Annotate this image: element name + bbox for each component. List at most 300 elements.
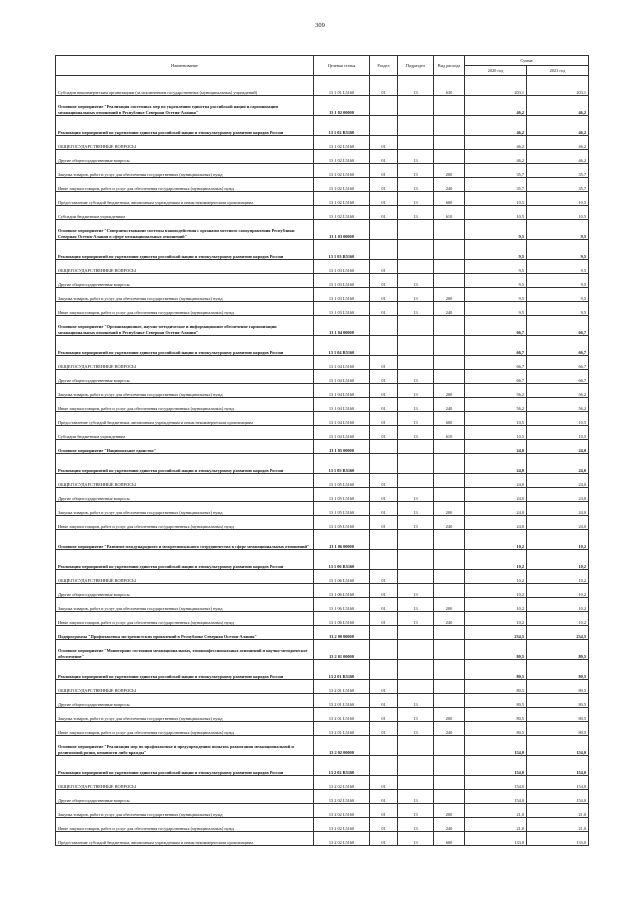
cell-article: 13 1 02 R5160 (314, 116, 370, 136)
cell-subsection: 13 (398, 398, 434, 412)
cell-sum-2020: 21,0 (465, 818, 527, 832)
cell-sum-2021: 10,5 (527, 206, 589, 220)
cell-name: Другие общегосударственные вопросы (56, 370, 314, 384)
cell-article: 13 1 06 L5160 (314, 584, 370, 598)
cell-sum-2020: 24,0 (465, 502, 527, 516)
cell-subsection (398, 220, 434, 240)
cell-article: 13 1 05 00000 (314, 440, 370, 454)
cell-section: 01 (370, 356, 398, 370)
cell-article: 13 1 03 L5160 (314, 260, 370, 274)
cell-subsection: 13 (398, 722, 434, 736)
cell-sum-2021: 66,7 (527, 356, 589, 370)
cell-subsection: 13 (398, 426, 434, 440)
table-row (56, 598, 589, 612)
cell-sum-2021: 154,0 (527, 756, 589, 776)
cell-name: Предоставление субсидий бюджетным, автономным учреждениям и иным некоммерческим организациям (56, 192, 314, 206)
cell-article: 13 1 04 00000 (314, 316, 370, 336)
cell-expense-type: 200 (434, 708, 465, 722)
cell-subsection (398, 440, 434, 454)
cell-subsection: 13 (398, 694, 434, 708)
table-row (56, 316, 589, 336)
table-row (56, 550, 589, 570)
cell-name: ОБЩЕГОСУДАРСТВЕННЫЕ ВОПРОСЫ (56, 776, 314, 790)
cell-article: 13 2 02 00000 (314, 736, 370, 756)
cell-sum-2020: 10,2 (465, 612, 527, 626)
cell-article: 13 2 00 00000 (314, 626, 370, 640)
cell-subsection: 13 (398, 150, 434, 164)
cell-name: Закупка товаров, работ и услуг для обеспечения государственных (муниципальных) нужд (56, 164, 314, 178)
table-row (56, 356, 589, 370)
cell-sum-2021: 46,2 (527, 136, 589, 150)
cell-section: 01 (370, 776, 398, 790)
cell-subsection: 13 (398, 178, 434, 192)
cell-article: 13 2 01 R5160 (314, 660, 370, 680)
cell-name: Иные закупки товаров, работ и услуг для обеспечения государственных (муниципальных) нужд (56, 722, 314, 736)
table-row (56, 398, 589, 412)
table-row (56, 288, 589, 302)
cell-article: 13 1 05 L5160 (314, 516, 370, 530)
cell-article: 13 2 01 00000 (314, 640, 370, 660)
cell-section: 01 (370, 288, 398, 302)
cell-sum-2020: 46,2 (465, 150, 527, 164)
cell-sum-2020: 66,7 (465, 356, 527, 370)
table-header (56, 56, 589, 76)
cell-section: 01 (370, 384, 398, 398)
cell-article: 13 2 02 R5160 (314, 756, 370, 776)
cell-sum-2021: 9,5 (527, 220, 589, 240)
cell-sum-2020: 66,7 (465, 370, 527, 384)
cell-sum-2020: 56,2 (465, 384, 527, 398)
cell-sum-2021: 46,2 (527, 150, 589, 164)
cell-sum-2020: 24,0 (465, 454, 527, 474)
cell-name: Другие общегосударственные вопросы (56, 150, 314, 164)
cell-expense-type (434, 626, 465, 640)
table-row (56, 804, 589, 818)
cell-subsection (398, 570, 434, 584)
cell-sum-2020: 10,2 (465, 570, 527, 584)
cell-expense-type: 600 (434, 192, 465, 206)
cell-subsection: 13 (398, 164, 434, 178)
cell-sum-2021: 24,0 (527, 454, 589, 474)
cell-subsection: 13 (398, 584, 434, 598)
table-row (56, 694, 589, 708)
cell-sum-2020: 21,0 (465, 804, 527, 818)
cell-article: 13 1 04 L5160 (314, 370, 370, 384)
header-section: Раздел (370, 56, 398, 76)
cell-subsection (398, 660, 434, 680)
cell-sum-2020: 24,0 (465, 474, 527, 488)
cell-article: 13 2 02 L5160 (314, 804, 370, 818)
cell-sum-2020: 66,7 (465, 316, 527, 336)
cell-sum-2021: 10,2 (527, 530, 589, 550)
table-row (56, 136, 589, 150)
cell-sum-2021: 80,5 (527, 694, 589, 708)
cell-sum-2021: 35,7 (527, 178, 589, 192)
cell-subsection (398, 626, 434, 640)
cell-name: Реализация мероприятий по укреплению единства российской нации и этнокультурному развитию народов России (56, 336, 314, 356)
cell-expense-type (434, 370, 465, 384)
table-row (56, 488, 589, 502)
cell-expense-type: 600 (434, 832, 465, 846)
cell-section: 01 (370, 804, 398, 818)
cell-name: Реализация мероприятий по укреплению единства российской нации и этнокультурному развитию народов России (56, 660, 314, 680)
cell-article: 13 1 02 00000 (314, 96, 370, 116)
cell-sum-2020: 24,0 (465, 516, 527, 530)
cell-subsection (398, 680, 434, 694)
cell-section: 01 (370, 370, 398, 384)
cell-article: 13 1 05 L5160 (314, 502, 370, 516)
cell-sum-2020: 9,5 (465, 260, 527, 274)
table-row (56, 832, 589, 846)
cell-sum-2020: 154,0 (465, 736, 527, 756)
cell-subsection: 13 (398, 832, 434, 846)
cell-subsection: 13 (398, 192, 434, 206)
table-row (56, 776, 589, 790)
cell-sum-2020: 10,5 (465, 426, 527, 440)
cell-sum-2021: 10,2 (527, 550, 589, 570)
table-row (56, 474, 589, 488)
cell-section: 01 (370, 150, 398, 164)
cell-sum-2020: 35,7 (465, 164, 527, 178)
cell-subsection (398, 550, 434, 570)
cell-sum-2021: 234,5 (527, 626, 589, 640)
cell-subsection: 13 (398, 302, 434, 316)
cell-sum-2021: 154,0 (527, 790, 589, 804)
cell-expense-type (434, 640, 465, 660)
cell-name: Другие общегосударственные вопросы (56, 584, 314, 598)
cell-section: 01 (370, 598, 398, 612)
cell-section (370, 116, 398, 136)
cell-sum-2021: 80,5 (527, 680, 589, 694)
cell-name: ОБЩЕГОСУДАРСТВЕННЫЕ ВОПРОСЫ (56, 680, 314, 694)
cell-name: Закупка товаров, работ и услуг для обеспечения государственных (муниципальных) нужд (56, 708, 314, 722)
table-row (56, 570, 589, 584)
table-row (56, 708, 589, 722)
table-row (56, 192, 589, 206)
cell-expense-type (434, 440, 465, 454)
cell-sum-2021: 24,0 (527, 488, 589, 502)
cell-article: 13 1 06 00000 (314, 530, 370, 550)
cell-sum-2020: 9,5 (465, 240, 527, 260)
cell-expense-type (434, 336, 465, 356)
cell-section (370, 240, 398, 260)
cell-sum-2020: 9,5 (465, 220, 527, 240)
cell-name: ОБЩЕГОСУДАРСТВЕННЫЕ ВОПРОСЫ (56, 260, 314, 274)
cell-section (370, 96, 398, 116)
cell-sum-2021: 80,5 (527, 660, 589, 680)
cell-expense-type: 610 (434, 206, 465, 220)
cell-subsection: 13 (398, 516, 434, 530)
cell-expense-type (434, 240, 465, 260)
cell-section (370, 316, 398, 336)
cell-sum-2021: 10,2 (527, 570, 589, 584)
cell-article: 13 1 03 L5160 (314, 288, 370, 302)
cell-expense-type (434, 756, 465, 776)
cell-sum-2020: 80,5 (465, 640, 527, 660)
table-row (56, 240, 589, 260)
cell-name: ОБЩЕГОСУДАРСТВЕННЫЕ ВОПРОСЫ (56, 356, 314, 370)
cell-section: 01 (370, 412, 398, 426)
cell-section (370, 550, 398, 570)
cell-section (370, 454, 398, 474)
cell-sum-2021: 21,0 (527, 804, 589, 818)
cell-sum-2020: 10,2 (465, 550, 527, 570)
header-article: Целевая статья (314, 56, 370, 76)
cell-expense-type (434, 584, 465, 598)
header-name: Наименование (56, 56, 314, 76)
cell-sum-2021: 24,0 (527, 440, 589, 454)
table-row (56, 790, 589, 804)
cell-section: 01 (370, 502, 398, 516)
cell-sum-2021: 21,0 (527, 818, 589, 832)
cell-sum-2020: 10,2 (465, 530, 527, 550)
cell-sum-2020: 154,0 (465, 756, 527, 776)
cell-subsection: 13 (398, 274, 434, 288)
header-year-2020: 2020 год (465, 66, 527, 76)
cell-section: 01 (370, 694, 398, 708)
cell-section (370, 336, 398, 356)
cell-name: Реализация мероприятий по укреплению единства российской нации и этнокультурному развитию народов России (56, 550, 314, 570)
cell-name: Предоставление субсидий бюджетным, автономным учреждениям и иным некоммерческим организациям (56, 832, 314, 846)
cell-sum-2021: 10,5 (527, 192, 589, 206)
table-row (56, 502, 589, 516)
cell-sum-2021: 35,7 (527, 164, 589, 178)
cell-subsection: 13 (398, 384, 434, 398)
cell-subsection: 13 (398, 76, 434, 96)
cell-subsection (398, 136, 434, 150)
cell-section: 01 (370, 612, 398, 626)
cell-subsection (398, 640, 434, 660)
cell-expense-type: 200 (434, 384, 465, 398)
cell-sum-2021: 56,2 (527, 384, 589, 398)
cell-name: Основное мероприятие "Национальное единство" (56, 440, 314, 454)
cell-sum-2021: 203,1 (527, 76, 589, 96)
table-row (56, 722, 589, 736)
cell-section: 01 (370, 474, 398, 488)
cell-expense-type (434, 790, 465, 804)
cell-sum-2020: 154,0 (465, 776, 527, 790)
cell-subsection: 13 (398, 790, 434, 804)
table-row (56, 426, 589, 440)
cell-section: 01 (370, 398, 398, 412)
cell-sum-2021: 9,5 (527, 260, 589, 274)
cell-sum-2020: 9,5 (465, 274, 527, 288)
cell-sum-2021: 56,2 (527, 398, 589, 412)
table-row (56, 260, 589, 274)
cell-article: 13 1 04 L5160 (314, 426, 370, 440)
cell-subsection: 13 (398, 818, 434, 832)
cell-sum-2021: 80,5 (527, 640, 589, 660)
cell-sum-2020: 35,7 (465, 178, 527, 192)
cell-expense-type (434, 136, 465, 150)
cell-sum-2021: 9,5 (527, 274, 589, 288)
table-row (56, 756, 589, 776)
cell-sum-2021: 154,0 (527, 776, 589, 790)
table-row (56, 454, 589, 474)
cell-section (370, 660, 398, 680)
cell-expense-type: 200 (434, 598, 465, 612)
table-row (56, 274, 589, 288)
cell-name: Закупка товаров, работ и услуг для обеспечения государственных (муниципальных) нужд (56, 598, 314, 612)
cell-name: Иные закупки товаров, работ и услуг для обеспечения государственных (муниципальных) нужд (56, 818, 314, 832)
cell-sum-2020: 24,0 (465, 440, 527, 454)
cell-sum-2020: 46,2 (465, 96, 527, 116)
cell-expense-type: 200 (434, 502, 465, 516)
cell-sum-2020: 56,2 (465, 398, 527, 412)
cell-expense-type (434, 570, 465, 584)
cell-name: Предоставление субсидий бюджетным, автономным учреждениям и иным некоммерческим организациям (56, 412, 314, 426)
table-row (56, 150, 589, 164)
cell-article: 13 1 02 L5160 (314, 164, 370, 178)
cell-name: Основное мероприятие "Мониторинг состояния межнациональных, этноконфессиональных отношений и научно-методическое обеспечение" (56, 640, 314, 660)
cell-sum-2020: 24,0 (465, 488, 527, 502)
cell-subsection (398, 316, 434, 336)
cell-section: 01 (370, 426, 398, 440)
cell-article: 13 2 01 L5160 (314, 694, 370, 708)
cell-section: 01 (370, 722, 398, 736)
cell-expense-type (434, 96, 465, 116)
cell-article: 13 1 04 L5160 (314, 384, 370, 398)
cell-section (370, 640, 398, 660)
cell-sum-2020: 9,5 (465, 302, 527, 316)
cell-section: 01 (370, 488, 398, 502)
cell-sum-2020: 10,2 (465, 584, 527, 598)
cell-sum-2021: 10,2 (527, 612, 589, 626)
cell-subsection: 13 (398, 370, 434, 384)
cell-subsection (398, 96, 434, 116)
header-expense-type: Вид расхода (434, 56, 465, 76)
cell-article: 13 1 06 R5160 (314, 550, 370, 570)
cell-sum-2021: 154,0 (527, 736, 589, 756)
cell-section: 01 (370, 76, 398, 96)
cell-sum-2020: 9,5 (465, 288, 527, 302)
cell-name: ОБЩЕГОСУДАРСТВЕННЫЕ ВОПРОСЫ (56, 474, 314, 488)
cell-expense-type (434, 474, 465, 488)
cell-article: 13 1 06 L5160 (314, 598, 370, 612)
cell-subsection: 13 (398, 412, 434, 426)
header-subsection: Подраздел (398, 56, 434, 76)
cell-name: Закупка товаров, работ и услуг для обеспечения государственных (муниципальных) нужд (56, 288, 314, 302)
cell-name: ОБЩЕГОСУДАРСТВЕННЫЕ ВОПРОСЫ (56, 570, 314, 584)
cell-subsection (398, 736, 434, 756)
cell-article: 13 2 01 L5160 (314, 680, 370, 694)
cell-name: Реализация мероприятий по укреплению единства российской нации и этнокультурному развитию народов России (56, 240, 314, 260)
cell-sum-2020: 80,5 (465, 694, 527, 708)
cell-subsection: 13 (398, 804, 434, 818)
cell-article: 13 1 05 L5160 (314, 488, 370, 502)
cell-name: Закупка товаров, работ и услуг для обеспечения государственных (муниципальных) нужд (56, 502, 314, 516)
cell-article: 13 1 04 L5160 (314, 398, 370, 412)
cell-name: Основное мероприятие "Организационное, научно-методическое и информационное обеспечение гармонизации межнациональных отношений в Республике Северная Осетия-Алания" (56, 316, 314, 336)
cell-section: 01 (370, 164, 398, 178)
cell-subsection: 13 (398, 288, 434, 302)
cell-sum-2020: 46,2 (465, 136, 527, 150)
cell-section: 01 (370, 274, 398, 288)
cell-expense-type: 240 (434, 516, 465, 530)
cell-article: 13 1 04 L5160 (314, 356, 370, 370)
cell-section (370, 626, 398, 640)
cell-subsection (398, 240, 434, 260)
cell-article: 13 2 01 L5160 (314, 708, 370, 722)
cell-expense-type (434, 550, 465, 570)
cell-sum-2020: 10,5 (465, 412, 527, 426)
cell-subsection (398, 756, 434, 776)
cell-section (370, 756, 398, 776)
table-row (56, 302, 589, 316)
cell-sum-2021: 9,5 (527, 240, 589, 260)
cell-expense-type (434, 736, 465, 756)
cell-name: Основное мероприятие "Совершенствование системы взаимодействия с органами местного самоуправления Республики Северная Осетия-Алания в сфере межнациональных отношений" (56, 220, 314, 240)
cell-name: Другие общегосударственные вопросы (56, 488, 314, 502)
cell-subsection (398, 356, 434, 370)
cell-article: 13 2 02 L5160 (314, 832, 370, 846)
page-number: 309 (315, 22, 325, 29)
cell-article: 13 1 02 L5160 (314, 150, 370, 164)
cell-expense-type (434, 776, 465, 790)
cell-section: 01 (370, 832, 398, 846)
table-row (56, 680, 589, 694)
cell-sum-2021: 9,5 (527, 302, 589, 316)
cell-sum-2021: 66,7 (527, 316, 589, 336)
cell-name: Реализация мероприятий по укреплению единства российской нации и этнокультурному развитию народов России (56, 756, 314, 776)
cell-subsection: 13 (398, 502, 434, 516)
cell-section: 01 (370, 680, 398, 694)
cell-expense-type (434, 454, 465, 474)
table-row (56, 640, 589, 660)
cell-name: Реализация мероприятий по укреплению единства российской нации и этнокультурному развитию народов России (56, 454, 314, 474)
cell-sum-2021: 24,0 (527, 516, 589, 530)
cell-expense-type: 240 (434, 302, 465, 316)
cell-name: Иные закупки товаров, работ и услуг для обеспечения государственных (муниципальных) нужд (56, 612, 314, 626)
cell-article: 13 1 02 L5160 (314, 192, 370, 206)
table-row (56, 660, 589, 680)
cell-name: Субсидии некоммерческим организациям (за исключением государственных (муниципальных) учреждений) (56, 76, 314, 96)
table-row (56, 612, 589, 626)
cell-section (370, 530, 398, 550)
cell-sum-2020: 234,5 (465, 626, 527, 640)
cell-article: 13 2 02 L5160 (314, 790, 370, 804)
cell-section: 01 (370, 136, 398, 150)
table-row (56, 584, 589, 598)
cell-sum-2021: 80,5 (527, 722, 589, 736)
cell-article: 13 1 05 R5160 (314, 454, 370, 474)
cell-sum-2020: 80,5 (465, 722, 527, 736)
cell-section (370, 440, 398, 454)
cell-sum-2020: 46,2 (465, 116, 527, 136)
cell-name: Субсидии бюджетным учреждениям (56, 206, 314, 220)
cell-name: Другие общегосударственные вопросы (56, 694, 314, 708)
cell-sum-2020: 10,5 (465, 192, 527, 206)
cell-article: 13 2 01 L5160 (314, 722, 370, 736)
cell-expense-type (434, 220, 465, 240)
cell-subsection (398, 776, 434, 790)
cell-sum-2021: 46,2 (527, 116, 589, 136)
table-row (56, 76, 589, 96)
cell-expense-type (434, 274, 465, 288)
cell-expense-type (434, 116, 465, 136)
cell-name: Реализация мероприятий по укреплению единства российской нации и этнокультурному развитию народов России (56, 116, 314, 136)
cell-expense-type (434, 260, 465, 274)
cell-name: Подпрограмма "Профилактика экстремистских проявлений в Республике Северная Осетия-Алания" (56, 626, 314, 640)
cell-expense-type: 240 (434, 818, 465, 832)
cell-subsection: 13 (398, 612, 434, 626)
cell-name: ОБЩЕГОСУДАРСТВЕННЫЕ ВОПРОСЫ (56, 136, 314, 150)
cell-article: 13 1 03 L5160 (314, 274, 370, 288)
cell-subsection (398, 530, 434, 550)
cell-section: 01 (370, 584, 398, 598)
cell-expense-type: 610 (434, 426, 465, 440)
cell-section: 01 (370, 570, 398, 584)
